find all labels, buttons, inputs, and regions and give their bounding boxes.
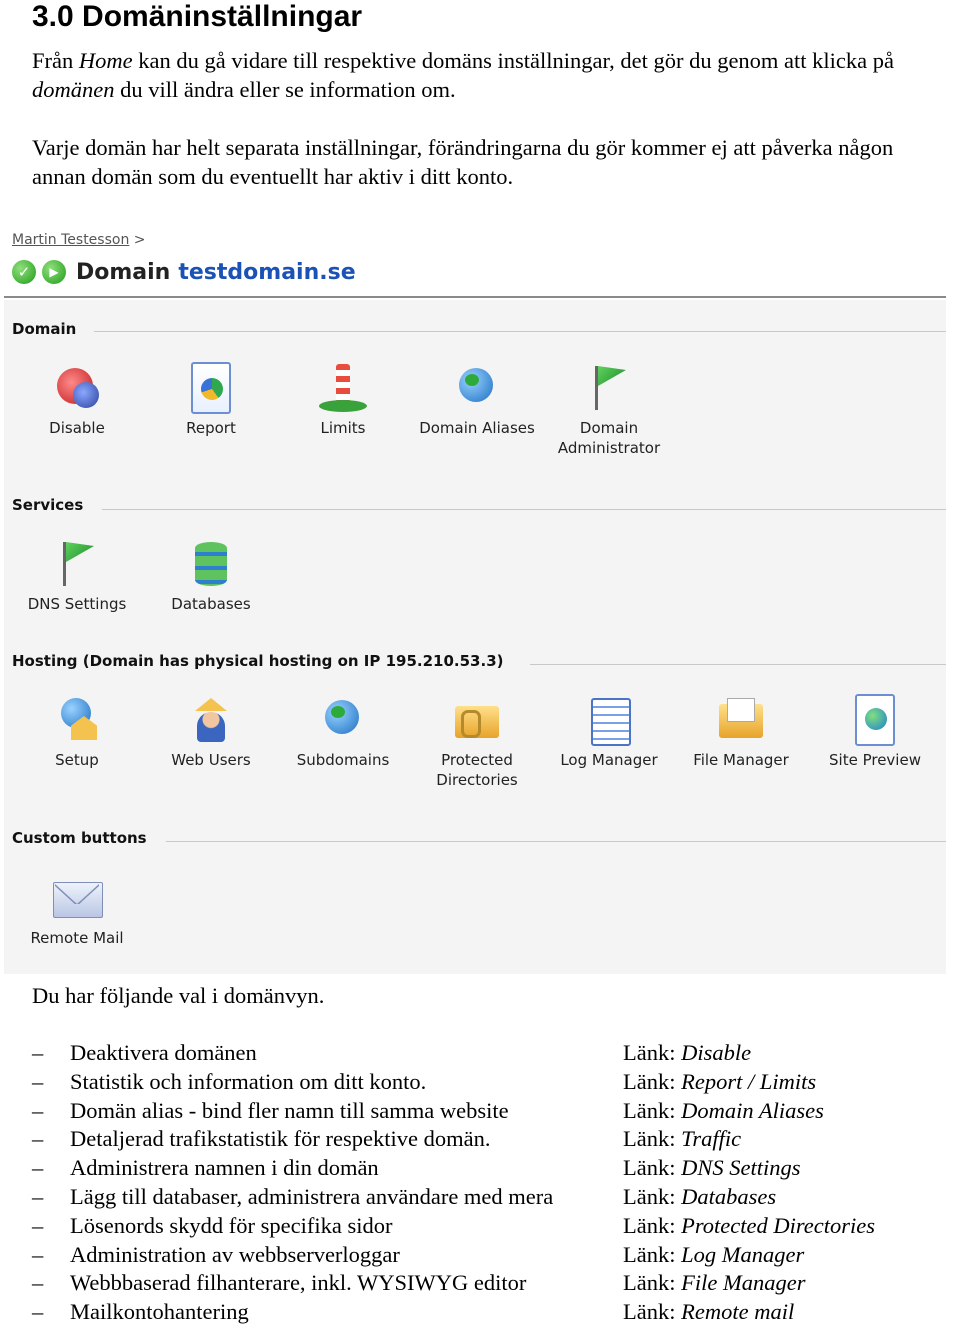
list-dash: – (32, 1068, 44, 1094)
link-name: Disable (681, 1040, 752, 1065)
tile-subdomains[interactable] (278, 694, 408, 770)
breadcrumb-separator: > (133, 232, 146, 248)
section-divider (166, 841, 946, 842)
options-intro: Du har följande val i domänvyn. (32, 983, 325, 1008)
list-description: Administration av webbserverloggar (70, 1241, 400, 1267)
breadcrumb-link-account[interactable]: Martin Testesson (12, 232, 130, 248)
list-description: Domän alias - bind fler namn till samma website (70, 1097, 509, 1123)
link-name: Log Manager (681, 1241, 805, 1267)
list-link-ref (623, 1183, 776, 1212)
link-prefix: Länk: (623, 1126, 682, 1152)
tile-label: Report (186, 419, 236, 437)
list-dash: – (32, 1299, 44, 1325)
list-item (32, 1125, 952, 1154)
list-description: Detaljerad trafikstatistik för respektive domän. (70, 1126, 491, 1152)
intro-text: kan du gå vidare till respektive domäns inställningar, det gör du genom att klicka på (132, 48, 895, 73)
link-prefix: Länk: (623, 1155, 682, 1181)
list-link-ref (623, 1154, 801, 1183)
list-description: Lägg till databaser, administrera användare med mera (70, 1183, 554, 1209)
link-prefix: Länk: (623, 1068, 682, 1094)
list-link-ref (623, 1298, 794, 1327)
list-link-ref (623, 1125, 741, 1154)
link-name: DNS Settings (681, 1155, 801, 1181)
tile-label: Domain Administrator (557, 419, 661, 457)
list-dash: – (32, 1183, 44, 1209)
tile-label: Protected Directories (436, 751, 518, 789)
list-item (32, 1039, 952, 1068)
tile-log-manager[interactable] (544, 694, 674, 770)
tile-site-preview[interactable] (810, 694, 940, 770)
tile-label: Web Users (171, 751, 251, 769)
options-list (32, 1039, 952, 1327)
link-prefix: Länk: (623, 1183, 682, 1209)
header-divider (4, 296, 946, 298)
list-link-ref (623, 1097, 824, 1126)
section-divider (94, 331, 946, 332)
web-users-icon (185, 694, 237, 746)
domain-administrator-icon (583, 362, 635, 414)
mail-envelope-icon (51, 872, 103, 924)
list-description: Lösenords skydd för specifika sidor (70, 1212, 393, 1238)
site-preview-icon (855, 694, 895, 746)
list-description: Mailkontohantering (70, 1299, 249, 1325)
list-dash: – (32, 1126, 44, 1152)
tile-file-manager[interactable] (676, 694, 806, 770)
domain-settings-screenshot (4, 226, 946, 974)
intro-home-term: Home (78, 48, 133, 73)
tile-report[interactable] (146, 362, 276, 438)
tile-label: Log Manager (560, 751, 658, 769)
list-description: Statistik och information om ditt konto. (70, 1068, 427, 1094)
list-item (32, 1183, 952, 1212)
tile-domain-aliases[interactable] (408, 362, 546, 438)
intro-paragraph-2: Varje domän har helt separata inställningar, förändringarna du gör kommer ej att påverka någon annan domän som du eventuellt har aktiv i ditt konto. (32, 135, 894, 189)
list-description: Administrera namnen i din domän (70, 1155, 379, 1181)
list-item (32, 1097, 952, 1126)
list-item (32, 1269, 952, 1298)
list-dash: – (32, 1097, 44, 1123)
intro-text: du vill ändra eller se information om. (114, 77, 456, 102)
list-dash: – (32, 1212, 44, 1238)
disable-icon (51, 362, 103, 414)
link-prefix: Länk: (623, 1270, 682, 1296)
tile-databases[interactable] (146, 538, 276, 614)
report-icon (191, 362, 231, 414)
list-link-ref (623, 1039, 751, 1068)
tile-label: Subdomains (296, 751, 390, 769)
tile-label: DNS Settings (27, 595, 127, 613)
tile-label: Databases (171, 595, 251, 613)
tile-label: Remote Mail (30, 929, 124, 947)
link-prefix: Länk: (623, 1299, 682, 1325)
tile-label: Setup (55, 751, 99, 769)
list-link-ref (623, 1269, 805, 1298)
link-name: Traffic (681, 1126, 742, 1152)
link-prefix: Länk: (623, 1040, 682, 1065)
file-manager-icon (715, 694, 767, 746)
section-title-domain: Domain (12, 320, 86, 338)
list-item (32, 1068, 952, 1097)
list-link-ref (623, 1212, 875, 1241)
domain-aliases-icon (451, 362, 503, 414)
section-divider (530, 664, 946, 665)
list-dash: – (32, 1241, 44, 1267)
domain-name: testdomain.se (178, 259, 356, 285)
databases-icon (185, 538, 237, 590)
tile-protected-directories[interactable] (412, 694, 542, 790)
list-link-ref (623, 1068, 816, 1097)
section-title-custom-buttons: Custom buttons (12, 829, 157, 847)
intro-domain-term: domänen (32, 77, 115, 102)
link-name: Remote mail (681, 1299, 795, 1325)
page-heading: 3.0 Domäninställningar (32, 0, 363, 33)
domain-label: Domain (76, 259, 171, 285)
section-divider (102, 509, 946, 510)
intro-text: Från (32, 48, 79, 73)
list-dash: – (32, 1155, 44, 1181)
link-name: Protected Directories (681, 1212, 876, 1238)
list-dash: – (32, 1270, 44, 1296)
list-link-ref (623, 1241, 804, 1270)
link-name: Domain Aliases (681, 1097, 824, 1123)
check-circle-icon: ✓ (12, 260, 36, 284)
tile-remote-mail[interactable] (12, 872, 142, 948)
limits-icon (317, 362, 369, 414)
link-name: Databases (681, 1183, 777, 1209)
tile-setup[interactable] (12, 694, 142, 770)
setup-icon (51, 694, 103, 746)
list-description: Deaktivera domänen (70, 1040, 257, 1065)
dns-settings-icon (51, 538, 103, 590)
protected-directories-icon (451, 694, 503, 746)
tile-label: Site Preview (829, 751, 921, 769)
list-item (32, 1241, 952, 1270)
list-dash: – (32, 1040, 44, 1065)
section-title-services: Services (12, 496, 93, 514)
link-prefix: Länk: (623, 1212, 682, 1238)
section-title-hosting: Hosting (Domain has physical hosting on IP 195.210.53.3) (12, 652, 513, 670)
tile-limits[interactable] (278, 362, 408, 438)
intro-paragraph-1 (32, 46, 952, 104)
play-circle-icon: ▶ (42, 260, 66, 284)
tile-web-users[interactable] (146, 694, 276, 770)
domain-header (12, 256, 356, 288)
tile-label: File Manager (693, 751, 789, 769)
tile-dns-settings[interactable] (12, 538, 142, 614)
link-prefix: Länk: (623, 1241, 682, 1267)
list-description: Webbbaserad filhanterare, inkl. WYSIWYG editor (70, 1270, 527, 1296)
tile-label: Limits (320, 419, 366, 437)
list-item (32, 1212, 952, 1241)
tile-label: Domain Aliases (419, 419, 535, 437)
tile-label: Disable (49, 419, 105, 437)
tile-domain-administrator[interactable] (544, 362, 674, 458)
subdomains-icon (317, 694, 369, 746)
link-prefix: Länk: (623, 1097, 682, 1123)
link-name: File Manager (681, 1270, 806, 1296)
list-item (32, 1154, 952, 1183)
tile-disable[interactable] (12, 362, 142, 438)
list-item (32, 1298, 952, 1327)
log-manager-icon (583, 694, 635, 746)
breadcrumb (12, 232, 146, 248)
link-name: Report / Limits (681, 1068, 817, 1094)
